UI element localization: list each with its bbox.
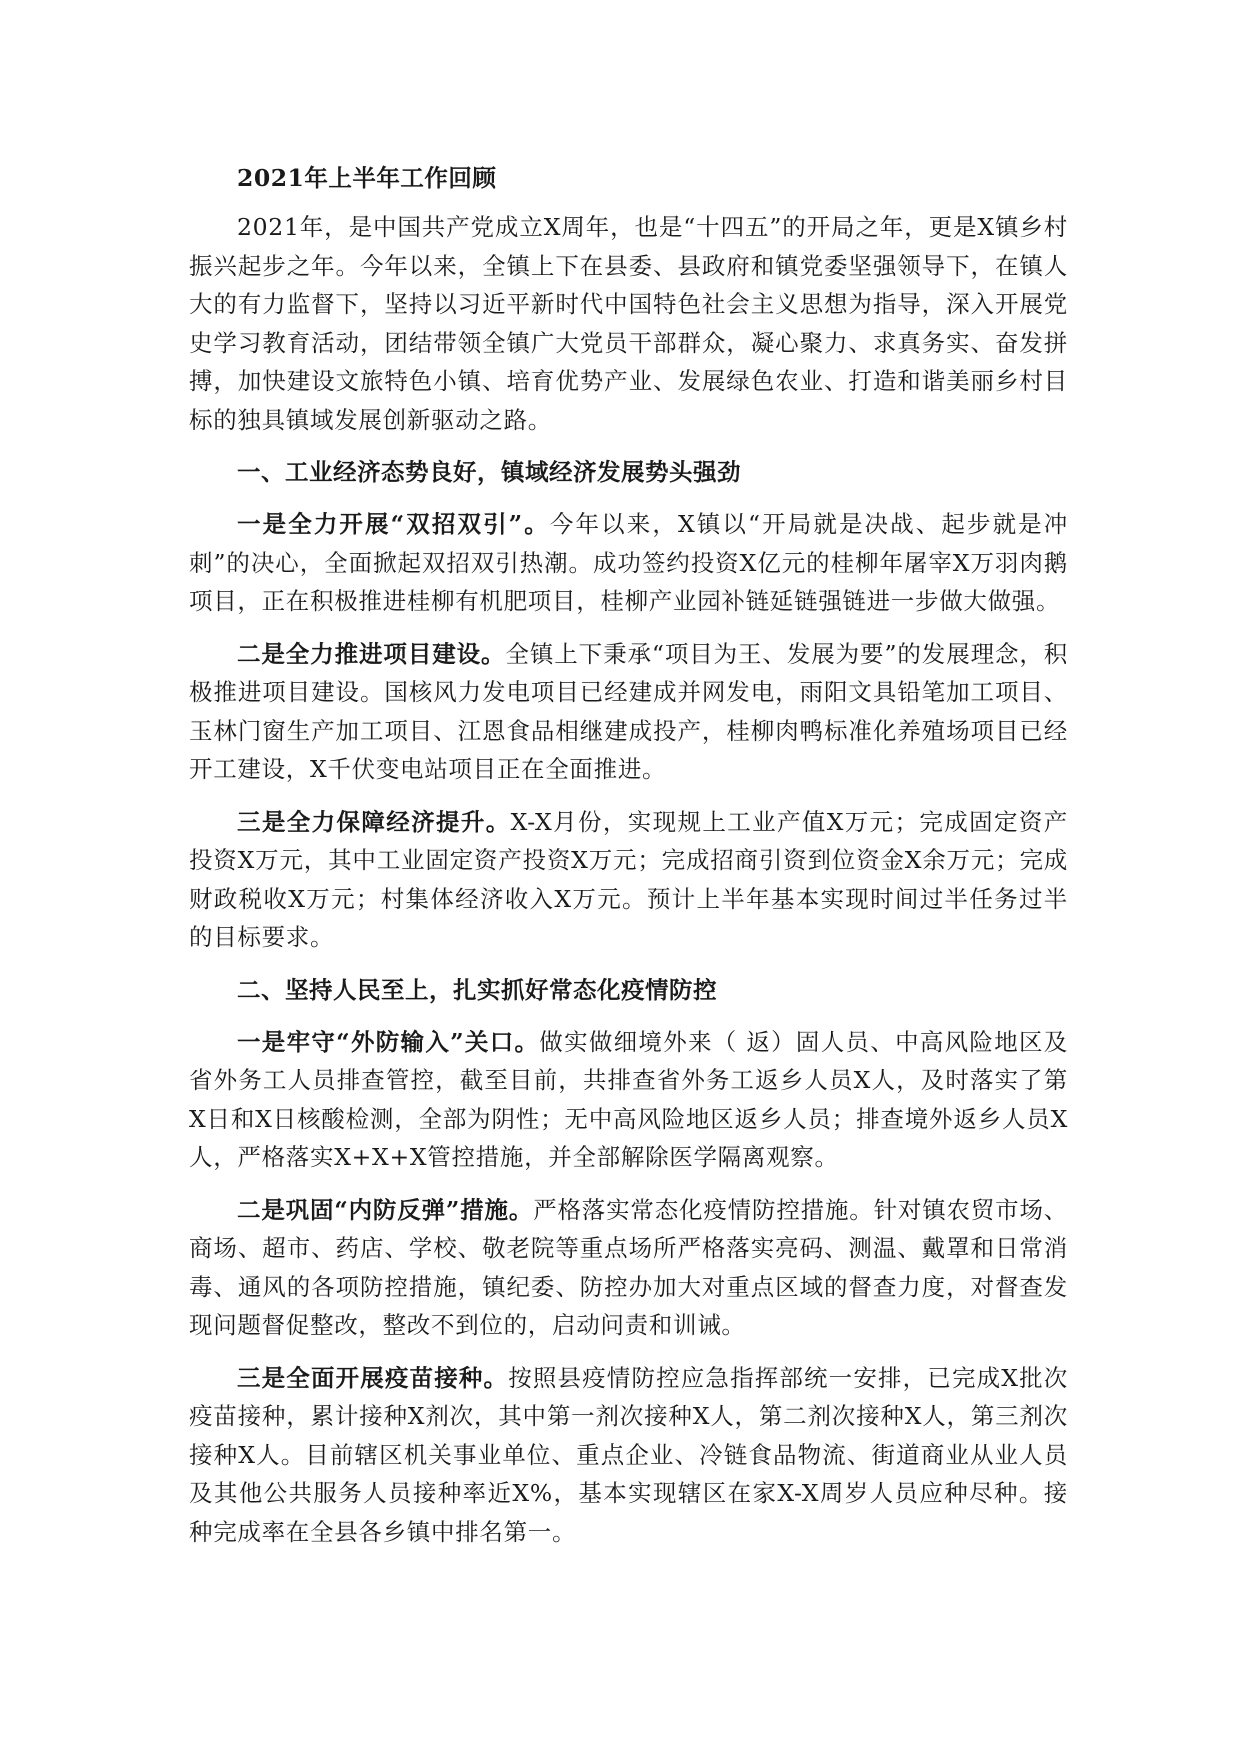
item-text: X-X月份，实现规上工业产值X万元；完成固定资产投资X万元，其中工业固定资产投资X万元；完成招商引资到位资金X余万元；完成财政税收X万元；村集体经济收入X万元。预计上半年基本实现时间过半任务过半的目标要求。 xyxy=(189,807,1068,951)
section-1-item-1 xyxy=(189,505,1068,621)
section-2-item-3 xyxy=(189,1359,1068,1552)
item-text: 按照县疫情防控应急指挥部统一安排，已完成X批次疫苗接种，累计接种X剂次，其中第一剂次接种X人，第二剂次接种X人，第三剂次接种X人。目前辖区机关事业单位、重点企业、冷链食品物流、街道商业从业人员及其他公共服务人员接种率近X%，基本实现辖区在家X-X周岁人员应种尽种。接种完成率在全县各乡镇中排名第一。 xyxy=(189,1363,1068,1546)
section-2-item-1 xyxy=(189,1023,1068,1177)
intro-paragraph: 2021年，是中国共产党成立X周年，也是“十四五”的开局之年，更是X镇乡村振兴起步之年。今年以来，全镇上下在县委、县政府和镇党委坚强领导下，在镇人大的有力监督下，坚持以习近平新时代中国特色社会主义思想为指导，深入开展党史学习教育活动，团结带领全镇广大党员干部群众，凝心聚力、求真务实、奋发拼搏，加快建设文旅特色小镇、培育优势产业、发展绿色农业、打造和谐美丽乡村目标的独具镇域发展创新驱动之路。 xyxy=(189,213,1068,434)
item-lead: 二是全力推进项目建设。 xyxy=(237,639,506,668)
item-text: 今年以来，X镇以“开局就是决战、起步就是冲刺”的决心，全面掀起双招双引热潮。成功签约投资X亿元的桂柳年屠宰X万羽肉鹅项目，正在积极推进桂柳有机肥项目，桂柳产业园补链延链强链进一步做大做强。 xyxy=(189,510,1068,615)
section-2-item-2 xyxy=(189,1191,1068,1345)
section-1-item-3 xyxy=(189,803,1068,957)
item-lead: 三是全力保障经济提升。 xyxy=(237,807,511,836)
item-text: 严格落实常态化疫情防控措施。针对镇农贸市场、商场、超市、药店、学校、敬老院等重点场所严格落实亮码、测温、戴罩和日常消毒、通风的各项防控措施，镇纪委、防控办加大对重点区域的督查力度，对督查发现问题督促整改，整改不到位的，启动问责和训诫。 xyxy=(189,1195,1068,1339)
item-lead: 一是牢守“外防输入”关口。 xyxy=(237,1027,540,1056)
item-text: 做实做细境外来（ 返）固人员、中高风险地区及省外务工人员排查管控，截至目前，共排查省外务工返乡人员X人，及时落实了第X日和X日核酸检测，全部为阴性；无中高风险地区返乡人员；排查境外返乡人员X人，严格落实X+X+X管控措施，并全部解除医学隔离观察。 xyxy=(189,1027,1068,1171)
document-title: 2021年上半年工作回顾 xyxy=(237,164,497,192)
item-lead: 二是巩固“内防反弹”措施。 xyxy=(237,1195,534,1224)
section-1-heading: 一、工业经济态势良好，镇域经济发展势头强劲 xyxy=(237,458,741,486)
section-2-heading: 二、坚持人民至上，扎实抓好常态化疫情防控 xyxy=(237,975,717,1004)
item-lead: 一是全力开展“双招双引”。 xyxy=(237,510,550,538)
item-lead: 三是全面开展疫苗接种。 xyxy=(237,1363,509,1392)
item-text: 全镇上下秉承“项目为王、发展为要”的发展理念，积极推进项目建设。国核风力发电项目已经建成并网发电，雨阳文具铅笔加工项目、玉林门窗生产加工项目、江恩食品相继建成投产，桂柳肉鸭标准化养殖场项目已经开工建设，X千伏变电站项目正在全面推进。 xyxy=(189,639,1069,783)
section-1-item-2 xyxy=(189,635,1068,789)
